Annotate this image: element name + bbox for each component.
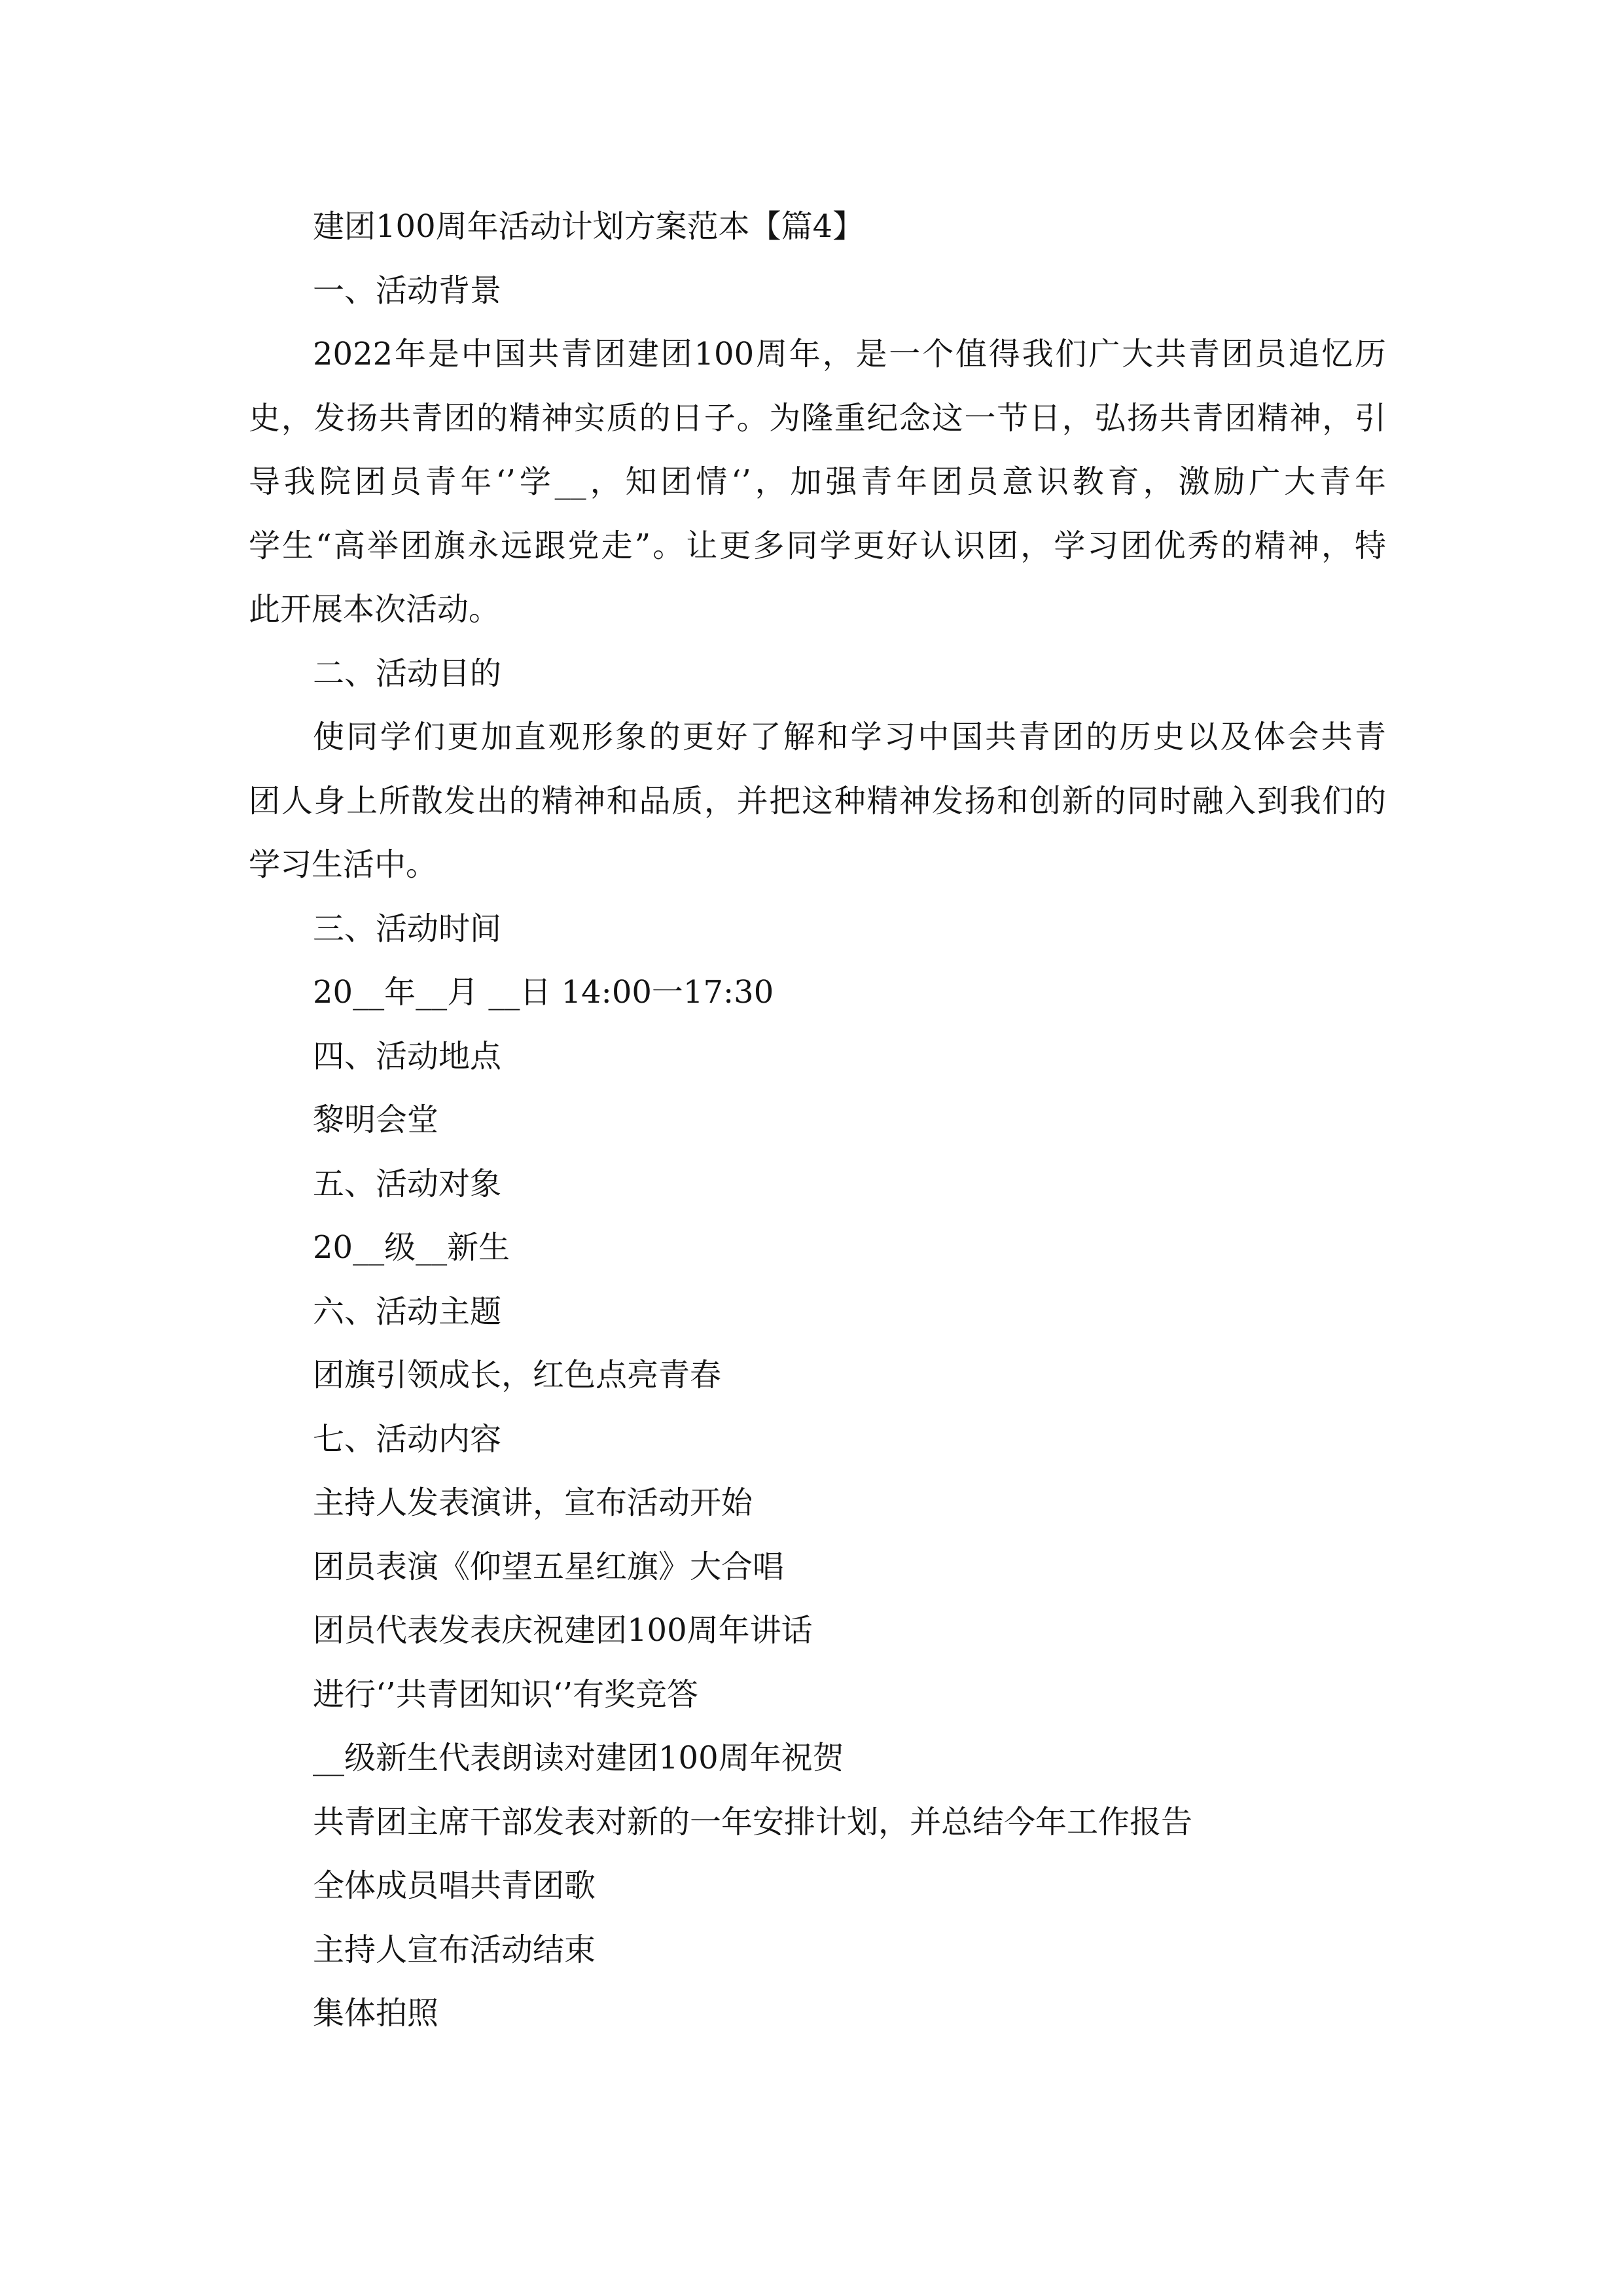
list-item: 集体拍照 bbox=[313, 1995, 439, 2032]
activity-content-list bbox=[313, 1471, 1386, 2046]
paragraph-line: 团人身上所散发出的精神和品质，并把这种精神发扬和创新的同时融入到我们的 bbox=[249, 782, 1386, 819]
list-item: 共青团主席干部发表对新的一年安排计划，并总结今年工作报告 bbox=[313, 1803, 1193, 1840]
section-heading-audience: 五、活动对象 bbox=[313, 1165, 502, 1202]
section-heading-theme: 六、活动主题 bbox=[313, 1293, 502, 1330]
paragraph-line: 导我院团员青年‘’学__，知团情‘’，加强青年团员意识教育，激励广大青年 bbox=[249, 463, 1386, 500]
section-heading-time: 三、活动时间 bbox=[313, 910, 502, 947]
section-heading-background: 一、活动背景 bbox=[313, 272, 502, 309]
paragraph-line: 学习生活中。 bbox=[249, 846, 438, 883]
activity-theme: 团旗引领成长，红色点亮青春 bbox=[313, 1357, 722, 1393]
document-body bbox=[249, 195, 1386, 2046]
section-heading-place: 四、活动地点 bbox=[313, 1037, 502, 1075]
paragraph-line: 学生“高举团旗永远跟党走”。让更多同学更好认识团，学习团优秀的精神，特 bbox=[249, 527, 1386, 564]
section-heading-purpose: 二、活动目的 bbox=[313, 655, 502, 692]
activity-time: 20__年__月 __日 14:00一17:30 bbox=[313, 974, 774, 1011]
paragraph-line: 史，发扬共青团的精神实质的日子。为隆重纪念这一节日，弘扬共青团精神，引 bbox=[249, 399, 1386, 437]
list-item: 主持人发表演讲，宣布活动开始 bbox=[313, 1484, 753, 1521]
document-title: 建团100周年活动计划方案范本【篇4】 bbox=[313, 208, 865, 245]
activity-audience: 20__级__新生 bbox=[313, 1229, 510, 1266]
list-item: 团员表演《仰望五星红旗》大合唱 bbox=[313, 1548, 785, 1585]
section-heading-content: 七、活动内容 bbox=[313, 1420, 502, 1458]
paragraph-line: 使同学们更加直观形象的更好了解和学习中国共青团的历史以及体会共青 bbox=[313, 719, 1386, 755]
list-item: 全体成员唱共青团歌 bbox=[313, 1867, 596, 1904]
list-item: 团员代表发表庆祝建团100周年讲话 bbox=[313, 1612, 813, 1649]
paragraph-background bbox=[249, 323, 1386, 642]
paragraph-purpose bbox=[249, 706, 1386, 897]
paragraph-line: 此开展本次活动。 bbox=[249, 591, 501, 628]
activity-place: 黎明会堂 bbox=[313, 1102, 439, 1138]
list-item: 进行‘’共青团知识‘’有奖竞答 bbox=[313, 1676, 699, 1713]
list-item: 主持人宣布活动结束 bbox=[313, 1931, 596, 1968]
list-item: __级新生代表朗读对建团100周年祝贺 bbox=[313, 1740, 844, 1776]
paragraph-line: 2022年是中国共青团建团100周年，是一个值得我们广大共青团员追忆历 bbox=[313, 336, 1386, 372]
